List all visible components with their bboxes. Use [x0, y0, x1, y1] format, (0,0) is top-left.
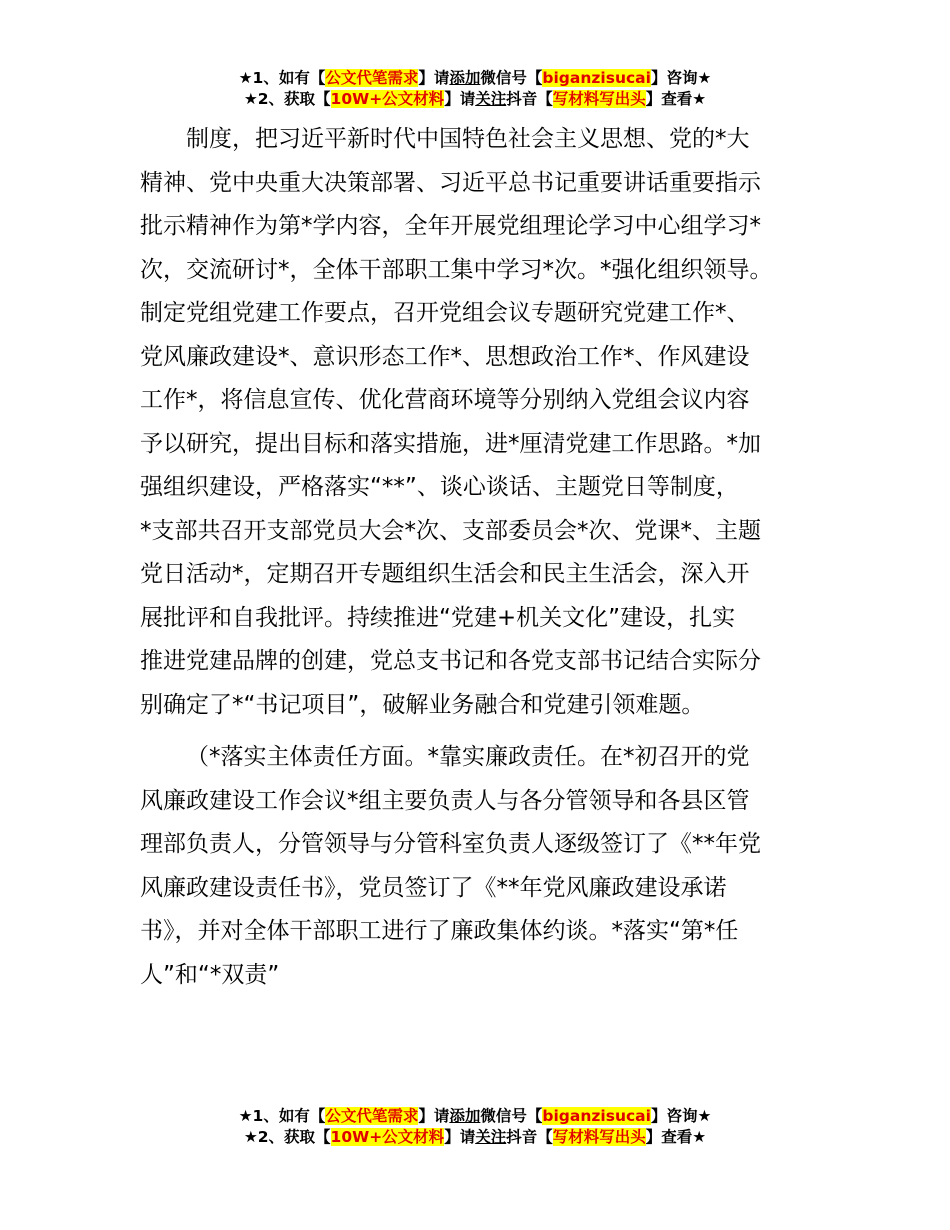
paragraph-line: 予以研究，提出目标和落实措施，进*厘清党建工作思路。*加 [140, 430, 761, 457]
paragraph-line: 风廉政建设责任书》，党员签订了《**年党风廉政建设承诺 [140, 874, 727, 901]
paragraph-line: 制定党组党建工作要点，召开党组会议专题研究党建工作*、 [140, 300, 750, 326]
banner-highlight-materials: 10W+公文材料 [330, 1128, 445, 1146]
banner-highlight-douyin: 写材料写出头 [552, 1128, 646, 1146]
banner-underlined-text: 添加 [449, 1107, 481, 1125]
paragraph-line: 党风廉政建设*、意识形态工作*、思想政治工作*、作风建设 [140, 343, 750, 370]
footer-banner [0, 1106, 950, 1148]
banner-text: 】查看★ [645, 90, 707, 108]
paragraph-line: 工作*，将信息宣传、优化营商环境等分别纳入党组会议内容 [140, 387, 750, 413]
banner-text: ★2、获取【 [243, 1128, 331, 1146]
banner-text: 】查看★ [645, 1128, 707, 1146]
banner-line-1 [0, 1106, 950, 1127]
paragraph-line: 风廉政建设工作会议*组主要负责人与各分管领导和各县区管 [140, 787, 750, 814]
paragraph-line: 制度，把习近平新时代中国特色社会主义思想、党的*大 [186, 126, 750, 152]
paragraph-line: 批示精神作为第*学内容，全年开展党组理论学习中心组学习* [140, 213, 761, 239]
banner-text: 】咨询★ [650, 1107, 712, 1125]
paragraph-1 [140, 118, 830, 727]
banner-highlight-materials: 10W+公文材料 [330, 90, 445, 108]
banner-underlined-text: 关注 [475, 1128, 507, 1146]
paragraph-2 [140, 736, 830, 997]
banner-line-2 [0, 1127, 950, 1148]
paragraph-line: 次，交流研讨*，全体干部职工集中学习*次。*强化组织领导。 [140, 256, 773, 283]
paragraph-line: 党日活动*，定期召开专题组织生活会和民主生活会，深入开 [140, 561, 750, 587]
banner-text: 微信号【 [480, 1107, 543, 1125]
banner-text: 】请 [444, 90, 476, 108]
paragraph-spacer [140, 727, 830, 736]
banner-underlined-text: 添加 [449, 69, 481, 87]
banner-text: ★1、如有【 [238, 1107, 326, 1125]
banner-text: 抖音【 [506, 1128, 553, 1146]
paragraph-line: 强组织建设，严格落实“**”、谈心谈话、主题党日等制度， [140, 474, 739, 500]
paragraph-line: *支部共召开支部党员大会*次、支部委员会*次、党课*、主题 [140, 517, 761, 544]
banner-text: ★2、获取【 [243, 90, 331, 108]
paragraph-line: 展批评和自我批评。持续推进“党建+机关文化”建设，扎实 [140, 604, 736, 631]
banner-highlight-douyin: 写材料写出头 [552, 90, 646, 108]
banner-text: 】请 [418, 1107, 450, 1125]
banner-text: 抖音【 [506, 90, 553, 108]
banner-highlight-service: 公文代笔需求 [325, 69, 419, 87]
paragraph-line: 理部负责人，分管领导与分管科室负责人逐级签订了《**年党 [140, 831, 761, 857]
paragraph-line: 书》，并对全体干部职工进行了廉政集体约谈。*落实“第*任 [140, 918, 739, 944]
banner-highlight-service: 公文代笔需求 [325, 1107, 419, 1125]
banner-highlight-wechat-id: biganzisucai [542, 1107, 651, 1125]
document-body [140, 118, 830, 997]
banner-line-2 [0, 89, 950, 110]
banner-text: 微信号【 [480, 69, 543, 87]
banner-underlined-text: 关注 [475, 90, 507, 108]
banner-highlight-wechat-id: biganzisucai [542, 69, 651, 87]
banner-text: 】请 [418, 69, 450, 87]
paragraph-line: （*落实主体责任方面。*靠实廉政责任。在*初召开的党 [186, 744, 750, 770]
paragraph-line: 别确定了*“书记项目”，破解业务融合和党建引领难题。 [140, 691, 705, 718]
paragraph-line: 推进党建品牌的创建，党总支书记和各党支部书记结合实际分 [140, 648, 761, 674]
paragraph-line: 精神、党中央重大决策部署、习近平总书记重要讲话重要指示 [140, 169, 761, 196]
header-banner [0, 68, 950, 110]
banner-line-1 [0, 68, 950, 89]
banner-text: 】咨询★ [650, 69, 712, 87]
banner-text: ★1、如有【 [238, 69, 326, 87]
paragraph-line: 人”和“*双责” [140, 961, 280, 988]
banner-text: 】请 [444, 1128, 476, 1146]
